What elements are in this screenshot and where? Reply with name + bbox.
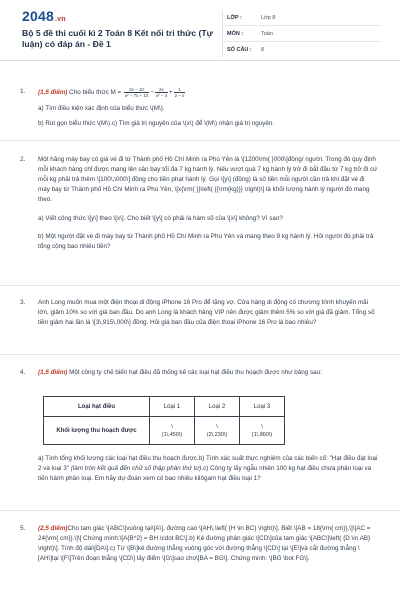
question-body — [38, 155, 378, 252]
question-body — [38, 524, 378, 564]
sub-question: b) Một người đặt vé đi máy bay từ Thành phố Hồ Chí Minh ra Phú Yên và mang theo 9 kg hành lý. Hỏi người đó phải trả tổng cộng bao nhiêu tiền? — [38, 233, 374, 250]
question-divider — [0, 140, 400, 141]
question-points: (2,5 điểm) — [38, 525, 68, 532]
page-title: Bộ 5 đề thi cuối kì 2 Toán 8 Kết nối tri thức (Tự luận) có đáp án - Đề 1 — [22, 28, 213, 49]
meta-value: Toán — [261, 30, 273, 37]
sub-question: a) Viết công thức \[y\] theo \[x\]. Cho biết \[y\] có phải là hàm số của \[x\] không? Vì sao? — [38, 215, 283, 222]
table-cell — [195, 417, 240, 445]
table-cell — [240, 417, 285, 445]
exam-meta-table — [222, 10, 381, 57]
cell-value: (1\,860\) — [251, 431, 273, 438]
fraction-denominator: x² − 7x + 10 — [124, 93, 149, 98]
question-text: Cho tam giác \[ABC\]vuông tại\[A\], đường cao \[AH\,\left( {H \in BC} \right)\]. Biết \[AB = 18{\rm{ cm}},\]\[AC = 24{\rm{ cm}}.\]\[ Chứng minh:\[A{B^2} = BH \cdot BC\].b) Kẻ đường phân giác \[CD\]của tam giác \[ABC\]\left( {D \in AB} \right)\]. Tính độ dài\[DA\].c) Từ \[B\]kẻ đường thẳng vuông góc với đường thẳng \[CD\] tại \[E\]và cắt đường thẳng \[AH\]tại \[F\]Trên đoạn thẳng \[CD\] lấy điểm \[G\]sao cho\[BA = BG\]. Chứng minh: \[BG \bot FG\]. — [38, 525, 371, 562]
table-header-cell: Loại 2 — [195, 397, 240, 417]
question-text: Một hãng máy bay có giá vé đi từ Thành phố Hồ Chí Minh ra Phú Yên là \[1200\rm{ }000\]đồng/ người. Trong đó quy định mỗi khách hàng chỉ được mang lên sân bay tối đa 7 kg hành lý. Nếu vượt quá 7 kg hành lý trở đi bắt đầu từ 7 kg trở đi cứ mỗi kg phải trả thêm \[100\,\000\] đồng cho tiền phạt hành lý. Gọi \[y\] (đồng) là số tiền mỗi người cần trả khi đặt vé đi máy bay từ Thành phố Hồ Chí Minh ra Phú Yên, \[x{\rm{ }}\left( {{\rm{kg}}} \right)\] là khối lượng hành lý người đó mang theo. — [38, 156, 378, 203]
fraction-denominator: x² − 4 — [155, 93, 167, 98]
fraction-denominator: 2 − x — [174, 93, 185, 98]
meta-key: MÔN : — [227, 30, 244, 37]
cell-value-top: \ — [261, 423, 263, 430]
question-text: Cho biểu thức M = — [69, 89, 122, 97]
table-header-row — [44, 397, 285, 417]
sub-question-note: (làm tròn kết quả đến chữ số thập phân thứ tư) — [70, 465, 202, 472]
question-divider — [0, 510, 400, 511]
cell-value-top: \ — [171, 423, 173, 430]
question-body — [38, 298, 378, 328]
question-divider — [0, 354, 400, 355]
table-header-cell: Loại hạt điều — [44, 397, 150, 417]
meta-row-count — [223, 42, 381, 57]
cell-value: (2\,230\) — [206, 431, 228, 438]
table-header-cell: Loại 3 — [240, 397, 285, 417]
meta-key: SỐ CÂU : — [227, 46, 252, 53]
fraction-numerator: 1 — [174, 87, 186, 93]
meta-value: Lớp 8 — [261, 14, 276, 21]
meta-key: LỚP : — [227, 14, 242, 21]
fraction-3 — [174, 87, 186, 98]
question-number: 1. — [20, 88, 26, 95]
question-number: 3. — [20, 299, 26, 306]
meta-row-class — [223, 10, 381, 26]
header-divider — [0, 60, 400, 61]
logo-suffix: .vn — [54, 16, 66, 23]
question-number: 2. — [20, 156, 26, 163]
sub-question: a) Tìm điều kiện xác định của biểu thức \(M\). — [38, 105, 165, 113]
fraction-numerator: 2x — [155, 87, 168, 93]
cell-value: (1\,450\) — [161, 431, 183, 438]
question-points: (1,5 điểm) — [38, 369, 68, 376]
question-body: (1,5 điểm) Cho biểu thức M = $\frac{2x - 10}{\text{x² − 7x + 10}}$ − $\frac{2x}{\text{x² − 4}}$ + $\frac{1}{2 - x}$ a) Tìm điều kiện xác định của biểu thức \(M\). b) Rút gọn biểu thức \(M\).c) Tìm giá trị nguyên của \(x\) để \(M\) nhận giá trị nguyên. — [38, 87, 378, 129]
table-row-label: Khối lượng thu hoạch được — [44, 417, 150, 445]
table-row — [44, 417, 285, 445]
meta-row-subject — [223, 26, 381, 42]
question-divider — [0, 285, 400, 286]
sub-question: b) Rút gọn biểu thức \(M\).c) Tìm giá trị nguyên của \(x\) để \(M\) nhận giá trị nguyên. — [38, 120, 275, 128]
cell-value-top: \ — [216, 423, 218, 430]
question-body — [38, 454, 378, 484]
question-text: Anh Long muốn mua một điện thoại di động iPhone 16 Pro để tặng vợ. Cửa hàng di động có chương trình khuyến mãi lớn, giảm 10% so với giá ban đầu. Do anh Long là khách hàng VIP nên được giảm thêm 5% so với giá đã giảm. Tổng số tiền giảm hai lần là \[3\,915\,000\] đồng. Hỏi giá ban đầu của điện thoại iPhone 16 Pro là bao nhiêu? — [38, 299, 375, 326]
table-header-cell: Loại 1 — [150, 397, 195, 417]
question-text: Một công ty chế biến hạt điều đã thống kê các loại hạt điều thu hoạch được như bảng sau: — [69, 369, 322, 376]
fraction-1 — [124, 87, 149, 98]
sub-question: .c) Công ty lấy ngẫu nhiên 100 kg hạt điều chưa phân loại và tiến hành phân loại. Em hãy dự đoán xem có bao nhiêu kilôgam hạt điều loại 1? — [38, 465, 372, 482]
page-header — [0, 0, 400, 54]
question-number: 5. — [20, 525, 26, 532]
fraction-2 — [155, 87, 168, 98]
question-points: (1,5 điểm) — [38, 89, 68, 97]
logo-text: 2048 — [22, 8, 54, 24]
question-number: 4. — [20, 369, 26, 376]
sub-question: a) Tính tổng khối lượng các loại hạt điều thu hoạch được.b) Tính xác suất thực nghiệm của các biến cố: "Hạt điều đạt loại 2 và loại 3" — [38, 455, 378, 472]
meta-value: 8 — [261, 46, 265, 53]
question-body — [38, 368, 378, 378]
harvest-table — [43, 396, 285, 445]
site-logo[interactable] — [22, 8, 66, 24]
table-cell — [150, 417, 195, 445]
fraction-numerator: 2x − 10 — [124, 87, 149, 93]
